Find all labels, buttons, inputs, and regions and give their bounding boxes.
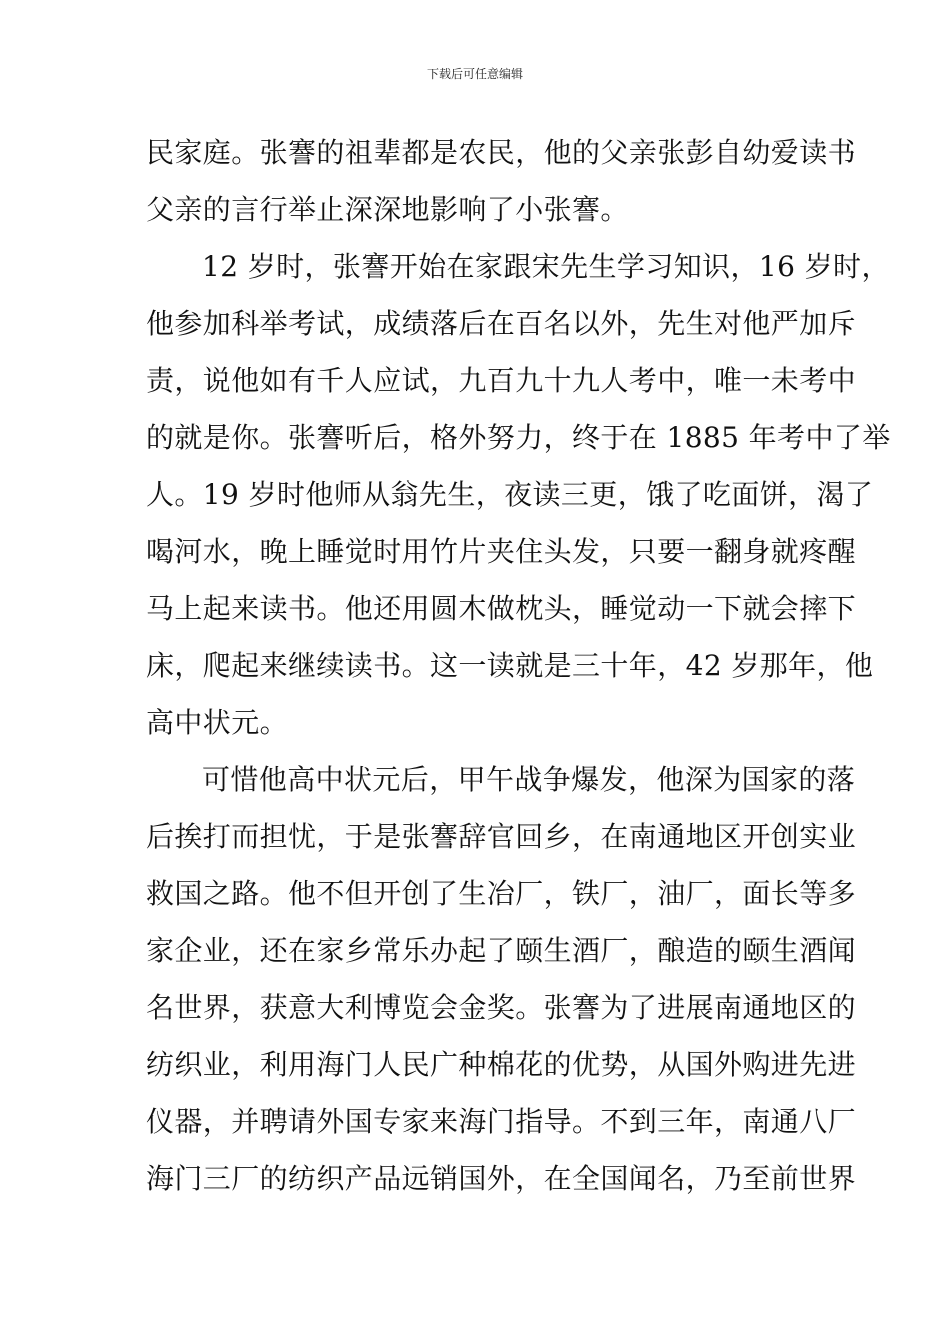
text-line: 救国之路。他不但开创了生冶厂，铁厂，油厂，面长等多 (146, 877, 857, 910)
text-line: 人。19 岁时他师从翁先生，夜读三更，饿了吃面饼，渴了 (146, 478, 874, 511)
text-line: 民家庭。张謇的祖辈都是农民，他的父亲张彭自幼爱读书 (146, 136, 857, 169)
text-line: 父亲的言行举止深深地影响了小张謇。 (146, 193, 629, 226)
text-line: 责，说他如有千人应试，九百九十九人考中，唯一未考中 (146, 364, 857, 397)
text-line: 高中状元。 (146, 706, 289, 739)
text-line: 12 岁时，张謇开始在家跟宋先生学习知识，16 岁时， (202, 250, 890, 283)
page-header: 下载后可任意编辑 (426, 67, 523, 81)
text-line: 名世界，获意大利博览会金奖。张謇为了进展南通地区的 (146, 991, 857, 1024)
text-line: 的就是你。张謇听后，格外努力，终于在 1885 年考中了举 (146, 421, 891, 454)
text-line: 喝河水，晚上睡觉时用竹片夹住头发，只要一翻身就疼醒 (146, 535, 857, 568)
text-line: 他参加科举考试，成绩落后在百名以外，先生对他严加斥 (146, 307, 857, 340)
text-line: 可惜他高中状元后，甲午战争爆发，他深为国家的落 (202, 763, 856, 796)
text-line: 纺织业，利用海门人民广种棉花的优势，从国外购进先进 (146, 1048, 857, 1081)
text-line: 后挨打而担忧，于是张謇辞官回乡，在南通地区开创实业 (146, 820, 857, 853)
text-line: 家企业，还在家乡常乐办起了颐生酒厂，酿造的颐生酒闻 (146, 934, 857, 967)
text-line: 海门三厂的纺织产品远销国外，在全国闻名，乃至前世界 (146, 1162, 857, 1195)
text-line: 床，爬起来继续读书。这一读就是三十年，42 岁那年，他 (146, 649, 874, 682)
text-line: 仪器，并聘请外国专家来海门指导。不到三年，南通八厂 (146, 1105, 857, 1138)
text-line: 马上起来读书。他还用圆木做枕头，睡觉动一下就会摔下 (146, 592, 857, 625)
